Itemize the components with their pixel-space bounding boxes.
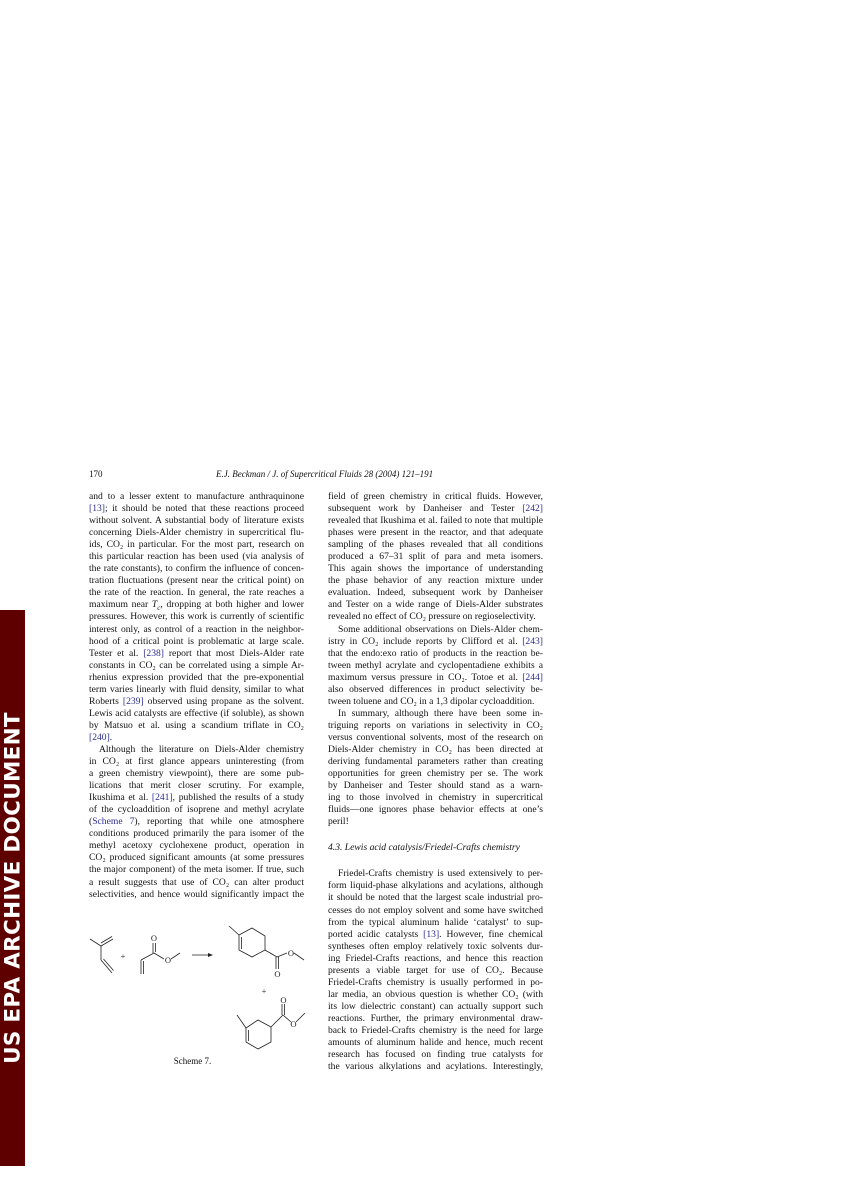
citation-link[interactable]: [239] <box>122 695 144 707</box>
citation-link[interactable]: [241] <box>151 792 173 804</box>
text-line: CO₂ produced significant amounts (at some pressures <box>89 852 304 864</box>
text-line: this particular reaction has been used (via analysis of <box>89 551 304 563</box>
text-line: syntheses often employ relatively toxic solvents dur- <box>328 940 543 952</box>
text-line: tween methyl acrylate and cyclopentadiene exhibits a <box>328 659 543 671</box>
text-line: concerning Diels-Alder chemistry in supercritical flu- <box>89 527 304 539</box>
arrow-head <box>208 953 213 957</box>
text-line: ing to those involved in chemistry in supercritical <box>328 792 543 804</box>
text-line: term varies linearly with fluid density, similar to what <box>89 683 304 695</box>
text-line: Diels-Alder chemistry in CO₂ has been directed at <box>328 743 543 755</box>
text-line: Tester et al. [238] report that most Diels-Alder rate <box>89 647 305 659</box>
text-line: presents a viable target for use of CO₂. Because <box>328 964 543 976</box>
page-number: 170 <box>89 469 103 479</box>
text-line: (Scheme 7), reporting that while one atmosphere <box>89 816 304 828</box>
atom-label-o: O <box>150 933 158 943</box>
text-line: cesses do not employ solvent and some have switched <box>328 904 543 916</box>
text-line: and Tester on a wide range of Diels-Alder substrates <box>328 599 543 611</box>
text-line: without solvent. A substantial body of literature exists <box>89 515 304 527</box>
text-line: revealed that Ikushima et al. failed to note that multiple <box>328 515 543 527</box>
text-line: lications that merit closer scrutiny. For example, <box>89 780 304 792</box>
text-line: constants in CO₂ can be correlated using a simple Ar- <box>89 659 304 671</box>
text-line: fluids—one ignores phase behavior effects at one’s <box>328 804 543 816</box>
text-line: tration fluctuations (present near the critical point) on <box>89 575 304 587</box>
text-line: the phase behavior of any reaction mixture under <box>328 575 543 587</box>
text-line: [240]. <box>89 731 113 743</box>
citation-link[interactable]: [13] <box>89 503 105 515</box>
text-line: maximum near $T_c$, dropping at both higher and lower <box>89 599 304 613</box>
text-line: in CO₂ at first glance appears uninteresting (from <box>89 756 304 768</box>
atom-label-o: O <box>287 948 295 958</box>
critical-temperature-symbol: $T_c$ <box>151 599 161 613</box>
text-line: research has focused on finding true catalysts for <box>328 1049 543 1061</box>
text-line: opportunities for green chemistry per se. The work <box>328 768 543 780</box>
text-line: selectivities, and hence would significantly impact the <box>89 888 304 900</box>
text-line: of the cycloaddition of isoprene and methyl acrylate <box>89 804 304 816</box>
section-heading: 4.3. Lewis acid catalysis/Friedel-Crafts chemistry <box>328 842 520 854</box>
methyl-acrylate-structure <box>141 943 180 974</box>
text-line: by Matsuo et al. using a scandium triflate in CO₂ <box>89 719 304 731</box>
plus-sign: + <box>261 986 267 996</box>
text-line: produced a 67–31 split of para and meta isomers. <box>328 551 543 563</box>
text-line: revealed no effect of CO₂ pressure on regioselectivity. <box>328 611 536 623</box>
right-column <box>328 491 543 1073</box>
text-line: its low dielectric constant) can actually support such <box>328 1000 543 1012</box>
text-line: conditions produced primarily the para isomer of the <box>89 828 304 840</box>
epa-archive-watermark <box>0 610 25 1166</box>
scheme-caption: Scheme 7. <box>173 1056 212 1066</box>
citation-link[interactable]: [238] <box>143 647 164 659</box>
text-line: sampling of the phases revealed that all conditions <box>328 539 543 551</box>
text-line: Although the literature on Diels-Alder chemistry <box>99 743 304 755</box>
citation-link[interactable]: [13] <box>423 928 440 940</box>
text-line: form liquid-phase alkylations and acylations, although <box>328 880 543 892</box>
text-line: methyl acetoxy cyclohexene product, operation in <box>89 840 304 852</box>
text-line: a green chemistry viewpoint), there are some pub- <box>89 768 304 780</box>
text-line: field of green chemistry in critical fluids. However, <box>328 491 543 502</box>
text-line: Friedel-Crafts chemistry is used extensively to per- <box>338 868 543 880</box>
text-line: ing Friedel-Crafts reactions, and hence this reaction <box>328 952 543 964</box>
text-line: Some additional observations on Diels-Alder chem- <box>338 623 543 635</box>
text-line: phases were present in the reactor, and that adequate <box>328 527 543 539</box>
isoprene-structure <box>90 937 114 974</box>
text-line: ported acidic catalysts [13]. However, fine chemical <box>328 928 543 940</box>
running-head: E.J. Beckman / J. of Supercritical Fluids 28 (2004) 121–191 <box>216 469 434 479</box>
text-line: the rate constants), to confirm the influence of concen- <box>89 563 304 575</box>
text-line: evaluation. Indeed, subsequent work by Danheiser <box>328 587 543 599</box>
text-line: versus conventional solvents, most of the research on <box>328 731 543 743</box>
text-line: subsequent work by Danheiser and Tester [242] <box>328 503 543 515</box>
text-line: ids, CO₂ in particular. For the most part, research on <box>89 539 304 551</box>
citation-link[interactable]: [243] <box>522 635 543 647</box>
text-line: by Danheiser and Tester should stand as a warn- <box>328 780 543 792</box>
citation-link[interactable]: [244] <box>522 671 543 683</box>
text-line: it should be noted that the largest scale industrial pro- <box>328 892 543 904</box>
atom-label-o: O <box>164 955 172 965</box>
text-line: lar media, an obvious question is whether CO₂ (with <box>328 988 543 1000</box>
citation-link[interactable]: Scheme 7 <box>92 816 135 828</box>
text-line: from the typical aluminum halide ‘catalyst’ to sup- <box>328 916 543 928</box>
text-line: the various alkylations and acylations. Interestingly, <box>328 1061 543 1073</box>
text-line: Ikushima et al. [241], published the results of a study <box>89 792 304 804</box>
citation-link[interactable]: [242] <box>522 503 543 515</box>
atom-label-o: O <box>290 1019 297 1029</box>
text-line: rhenius expression provided that the pre-exponential <box>89 671 304 683</box>
watermark-text: US EPA ARCHIVE DOCUMENT <box>0 712 25 1064</box>
atom-label-o: O <box>274 969 281 979</box>
text-line: that the endo:exo ratio of products in the reaction be- <box>328 647 543 659</box>
left-column <box>89 491 304 901</box>
scheme-7-reaction-diagram <box>85 925 325 1055</box>
text-line: tween toluene and CO₂ in a 1,3 dipolar cycloaddition. <box>328 695 535 707</box>
text-line: reactions. Further, the primary environmental draw- <box>328 1012 543 1024</box>
text-line: deriving fundamental parameters rather than creating <box>328 756 543 768</box>
text-line: back to Friedel-Crafts chemistry is the need for large <box>328 1024 543 1036</box>
text-line: Friedel-Crafts chemistry is usually performed in po- <box>328 976 543 988</box>
text-line: Lewis acid catalysts are effective (if soluble), as shown <box>89 707 304 719</box>
text-line: a result suggests that use of CO₂ can alter product <box>89 876 304 888</box>
text-line: the major component) of the meta isomer. If true, such <box>89 864 304 876</box>
atom-label-o: O <box>280 995 287 1005</box>
text-line: and to a lesser extent to manufacture anthraquinone <box>89 491 304 502</box>
text-line: In summary, although there have been some in- <box>338 707 543 719</box>
text-line: Roberts [239] observed using propane as the solvent. <box>89 695 304 707</box>
text-line: amounts of aluminum halide and hence, much recent <box>328 1037 543 1049</box>
plus-sign: + <box>120 951 126 961</box>
text-line: maximum versus pressure in CO₂. Totoe et al. [244] <box>328 671 543 683</box>
text-line: hood of a critical point is problematic at large scale. <box>89 635 304 647</box>
text-line: interest only, as control of a reaction in the neighbor- <box>89 623 304 635</box>
text-line: pressures. However, this work is currently of scientific <box>89 611 304 623</box>
text-line: [13]; it should be noted that these reactions proceed <box>89 503 304 515</box>
text-line: the rate of the reaction. In general, the rate reaches a <box>89 587 304 599</box>
text-line: also observed differences in product selectivity be- <box>328 683 543 695</box>
text-line: triguing reports on variations in selectivity in CO₂ <box>328 719 543 731</box>
text-line: istry in CO₂ include reports by Clifford et al. [243] <box>328 635 543 647</box>
text-line: peril! <box>328 816 349 828</box>
text-line: This again shows the importance of understanding <box>328 563 543 575</box>
